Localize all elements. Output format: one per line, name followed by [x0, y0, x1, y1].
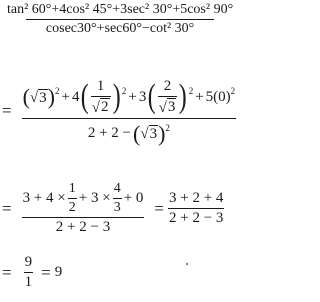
one-over-root-two: 1 √ 2	[91, 78, 109, 116]
final-numerator: 9	[24, 254, 33, 270]
evaluated-fraction	[22, 181, 145, 236]
expression-line-4	[2, 254, 62, 291]
equals-sign: =	[2, 101, 12, 121]
final-fraction	[24, 254, 34, 291]
final-denominator: 1	[24, 274, 33, 290]
equals-sign: =	[2, 198, 12, 218]
substitution-denominator: 2 + 2 − ( √ 3 ) 2	[22, 118, 237, 145]
simplified-denominator: 2 + 2 − 3	[169, 210, 224, 226]
simplified-fraction	[168, 190, 224, 227]
original-numerator: tan² 60°+4cos² 45°+3sec² 30°+5cos² 90°	[7, 2, 234, 17]
equals-sign-2: =	[154, 198, 164, 218]
expression-line-3	[2, 181, 224, 236]
original-fraction	[6, 2, 234, 37]
substitution-numerator: ( √ 3 ) 2 + 4 ( 1 √ 2 ) 2 + 3 ( 2 √ 3 ) 2 + 5 ( 0 ) 2	[22, 78, 236, 116]
sqrt-3: √ 3	[29, 89, 47, 106]
evaluated-numerator: 3 + 4 × $\frac{1}{2}$ + 3 × $\frac{4}{3}$ + 0	[22, 181, 144, 215]
stray-mark	[186, 263, 188, 265]
expression-line-2	[2, 78, 236, 145]
evaluated-denominator: 2 + 2 − 3	[22, 217, 145, 236]
simplified-numerator: 3 + 2 + 4	[169, 190, 224, 206]
equals-sign-2: =	[41, 262, 51, 282]
substitution-fraction	[22, 78, 237, 145]
expression-line-1	[6, 2, 234, 37]
two-over-root-three: 2 √ 3	[158, 78, 176, 116]
final-answer: 9	[54, 264, 63, 280]
original-denominator: cosec30°+sec60°−cot² 30°	[26, 19, 214, 37]
equals-sign: =	[2, 262, 12, 282]
